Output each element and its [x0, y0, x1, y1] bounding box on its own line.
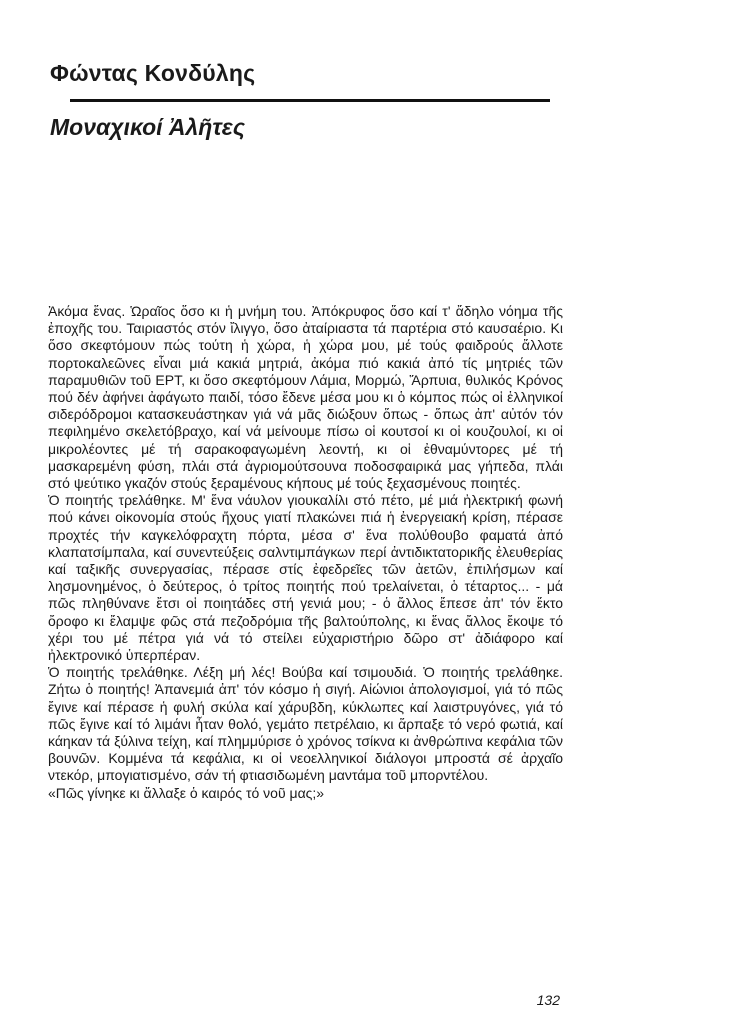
paragraph-1: Ἀκόμα ἕνας. Ὡραῖος ὅσο κι ἡ μνήμη του. Ἀπόκρυφος ὅσο καί τ' ἄδηλο νόημα τῆς ἐποχῆς του. Ταιριαστός στόν ἴλιγγο, ὅσο ἀταίριαστα τά παρτέρια στό καυσαέριο. Κι ὅσο σκεφτόμουν πώς τούτη ἡ χώρα, ἡ χώρα μου, μέ τούς φαιδρούς ἄλλοτε πορτοκαλεῶνες εἶναι μιά κακιά μητριά, ἀκόμα πιό κακιά ἀπό τίς μητριές τῶν παραμυθιῶν τοῦ ΕΡΤ, κι ὅσο σκεφτόμουν Λάμια, Μορμώ, Ἅρπυια, θυλικός Κρόνος πού δέν ἀφήνει ἀφάγωτο παιδί, τόσο ἔδενε μέσα μου κι ὁ κόμπος πώς οἱ ἑλληνικοί σιδερόδρομοι κατασκευάστηκαν γιά νά μᾶς διώξουν ὅπως - ὅπως ἀπ' αὐτόν τόν πεφιλημένο σκελετόβραχο, καί νά μείνουμε πίσω οἱ κουτσοί κι οἱ κουζουλοί, κι οἱ μικρολέοντες μέ τή σαρακοφαγωμένη λεοντή, κι οἱ ἐθναμύντορες μέ τή μασκαρεμένη φύση, πλάι στά ἀγριομούτσουνα ποδοσφαιρικά μας γήπεδα, πλάι στό ψεύτικο γκαζόν στούς ξεραμένους κήπους μέ τούς ξεχασμένους ποιητές. — [48, 303, 563, 492]
poem-title: Μοναχικοί Ἀλῆτες — [50, 114, 246, 140]
paragraph-4: «Πῶς γίνηκε κι ἄλλαξε ὁ καιρός τό νοῦ μας;» — [48, 784, 325, 801]
page-number: 132 — [536, 992, 560, 1008]
paragraph-3: Ὁ ποιητής τρελάθηκε. Λέξη μή λές! Βούβα καί τσιμουδιά. Ὁ ποιητής τρελάθηκε. Ζήτω ὁ ποιητής! Ἀπανεμιά ἀπ' τόν κόσμο ἡ σιγή. Αἰώνιοι ἀπολογισμοί, γιά τό πῶς ἔγινε καί πέρασε ἡ φυλή σκύλα καί χάρυβδη, κύκλωπες καί λαιστρυγόνες, γιά τό πῶς ἔγινε καί τό λιμάνι ἦταν θολό, γεμάτο πετρέλαιο, κι ἅρπαξε τό νερό φωτιά, καί κάηκαν τά ξύλινα τείχη, καί πλημμύρισε ὁ χρόνος τσίκνα κι ἀνθρώπινα κεφάλια τῶν βουνῶν. Κομμένα τά κεφάλια, κι οἱ νεοελληνικοί διάλογοι μπροστά σέ ἀρχαῖο ντεκόρ, μπογιατισμένο, σάν τή φτιασιδωμένη μαντάμα τοῦ μπορντέλου. — [48, 664, 563, 784]
paragraph-2: Ὁ ποιητής τρελάθηκε. Μ' ἕνα νάυλον γιουκαλίλι στό πέτο, μέ μιά ἠλεκτρική φωνή πού κάνει οἰκονομία στούς ἤχους γιατί πλακώνει πιά ἡ ἐνεργειακή κρίση, πέρασε προχτές τήν καγκελόφραχτη πόρτα, μέσα σ' ἕνα πολύθουβο φαματά ἀπό κλαπατσίμπαλα, καί συνεντεύξεις σαλντιμπάγκων περί ἀντιδικτατορικῆς ἐλευθερίας καί ταξικῆς συνεργασίας, πέρασε στίς ἐφεδρεῖες τῶν ἀετῶν, ἐπιλήσμων καί λησμονημένος, ὁ δεύτερος, ὁ τρίτος ποιητής πού τρελαίνεται, ὁ τέταρτος... - μά πῶς πληθύνανε ἔτσι οἱ ποιητάδες στή γενιά μου; - ὁ ἄλλος ἔπεσε ἀπ' τόν ἕκτο ὄροφο κι ἔλαμψε φῶς στά πεζοδρόμια τῆς βαλτούπολης, κι ἕνας ἄλλος ἔκοψε τό χέρι του μέ πέτρα γιά νά τό στείλει εὐχαριστήριο δῶρο στ' ἀδιάφορο καί ἠλεκτρονικό ὑπερπέραν. — [48, 492, 563, 664]
author-name: Φώντας Κονδύλης — [50, 60, 256, 86]
title-rule — [70, 99, 550, 102]
prose-body — [48, 303, 563, 802]
